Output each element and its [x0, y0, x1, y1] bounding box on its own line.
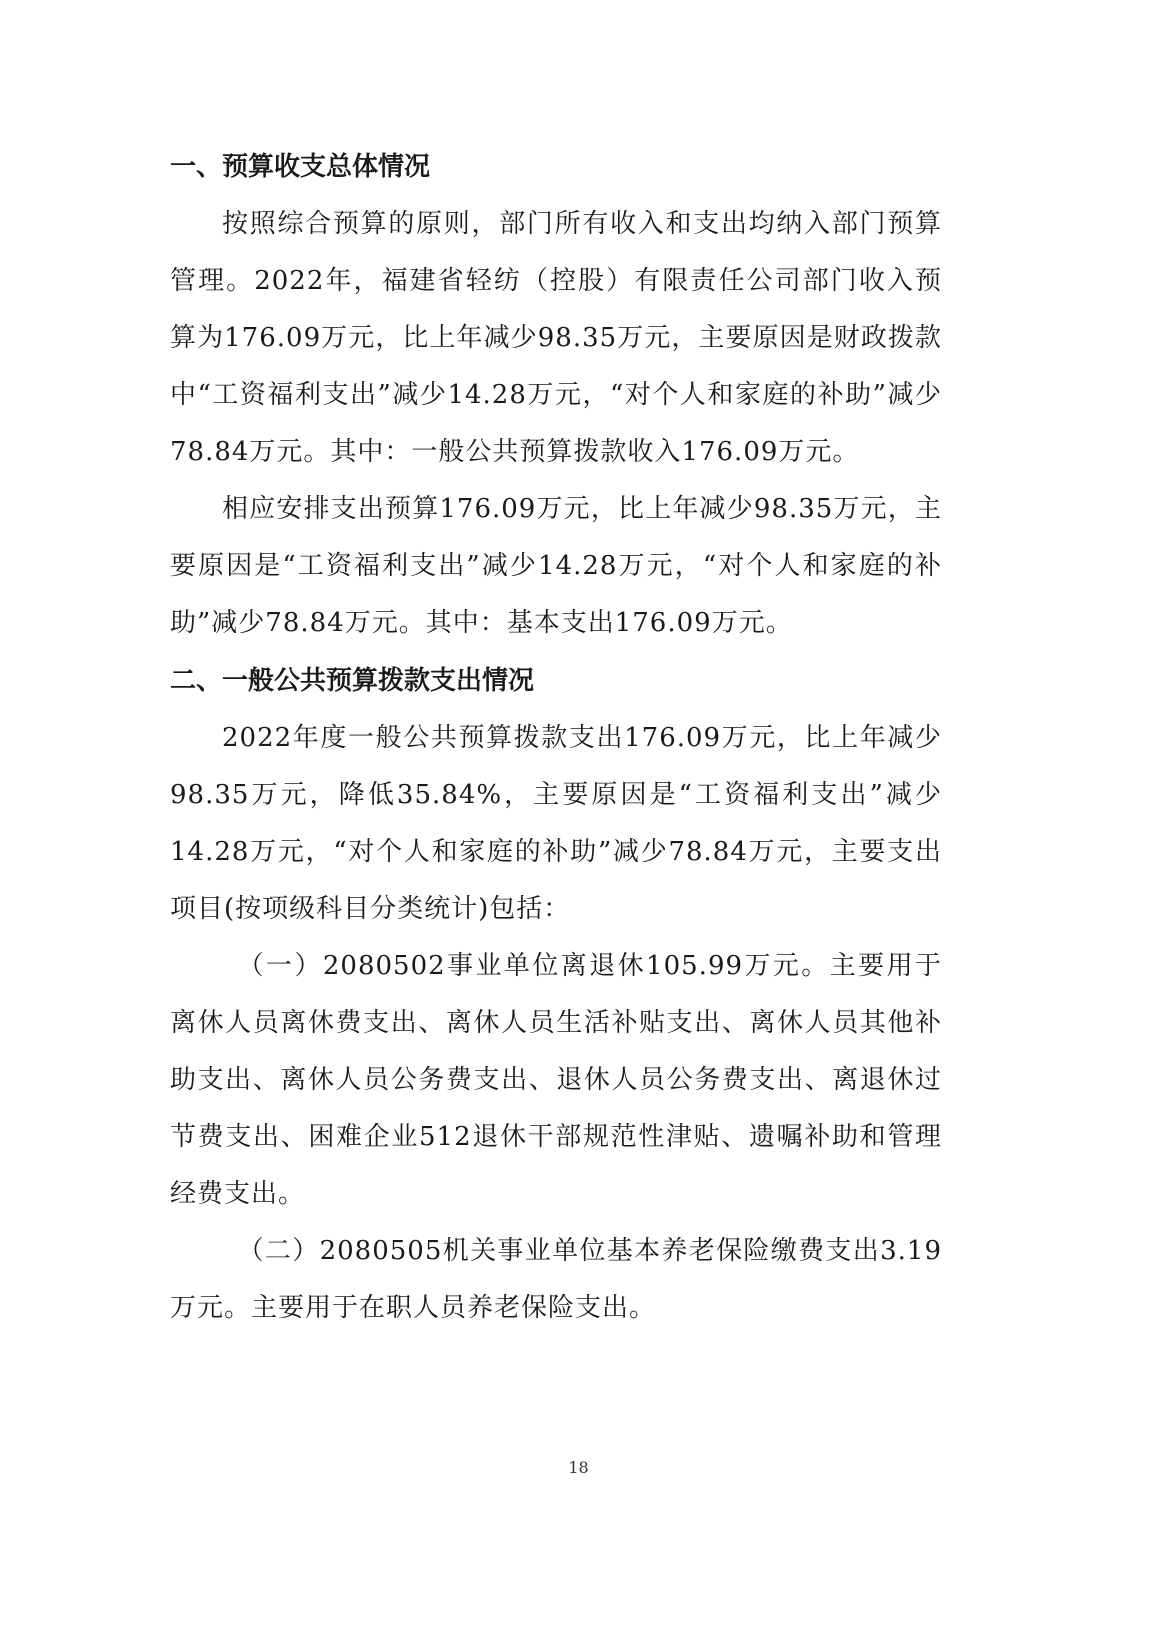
paragraph-item-retirement: （一）2080502事业单位离退休105.99万元。主要用于离休人员离休费支出、离休人员生活补贴支出、离休人员其他补助支出、离休人员公务费支出、退休人员公务费支出、离退休过节费支出、困难企业512退休干部规范性津贴、遗嘱补助和管理经费支出。 — [170, 951, 942, 1209]
page-number: 18 — [568, 1458, 589, 1477]
section-heading-public-budget-expenditure: 二、一般公共预算拨款支出情况 — [170, 666, 535, 696]
paragraph-income-budget: 按照综合预算的原则，部门所有收入和支出均纳入部门预算管理。2022年，福建省轻纺（控股）有限责任公司部门收入预算为176.09万元，比上年减少98.35万元，主要原因是财政拨款中“工资福利支出”减少14.28万元，“对个人和家庭的补助”减少78.84万元。其中：一般公共预算拨款收入176.09万元。 — [170, 209, 942, 467]
paragraph-public-budget-summary: 2022年度一般公共预算拨款支出176.09万元，比上年减少98.35万元，降低35.84%，主要原因是“工资福利支出”减少14.28万元，“对个人和家庭的补助”减少78.84万元，主要支出项目(按项级科目分类统计)包括： — [170, 723, 942, 924]
section-heading-budget-overview: 一、预算收支总体情况 — [170, 152, 431, 182]
document-body — [170, 138, 942, 1337]
paragraph-item-pension-insurance: （二）2080505机关事业单位基本养老保险缴费支出3.19万元。主要用于在职人员养老保险支出。 — [170, 1236, 942, 1323]
paragraph-expenditure-budget: 相应安排支出预算176.09万元，比上年减少98.35万元，主要原因是“工资福利支出”减少14.28万元，“对个人和家庭的补助”减少78.84万元。其中：基本支出176.09万元。 — [170, 494, 942, 638]
